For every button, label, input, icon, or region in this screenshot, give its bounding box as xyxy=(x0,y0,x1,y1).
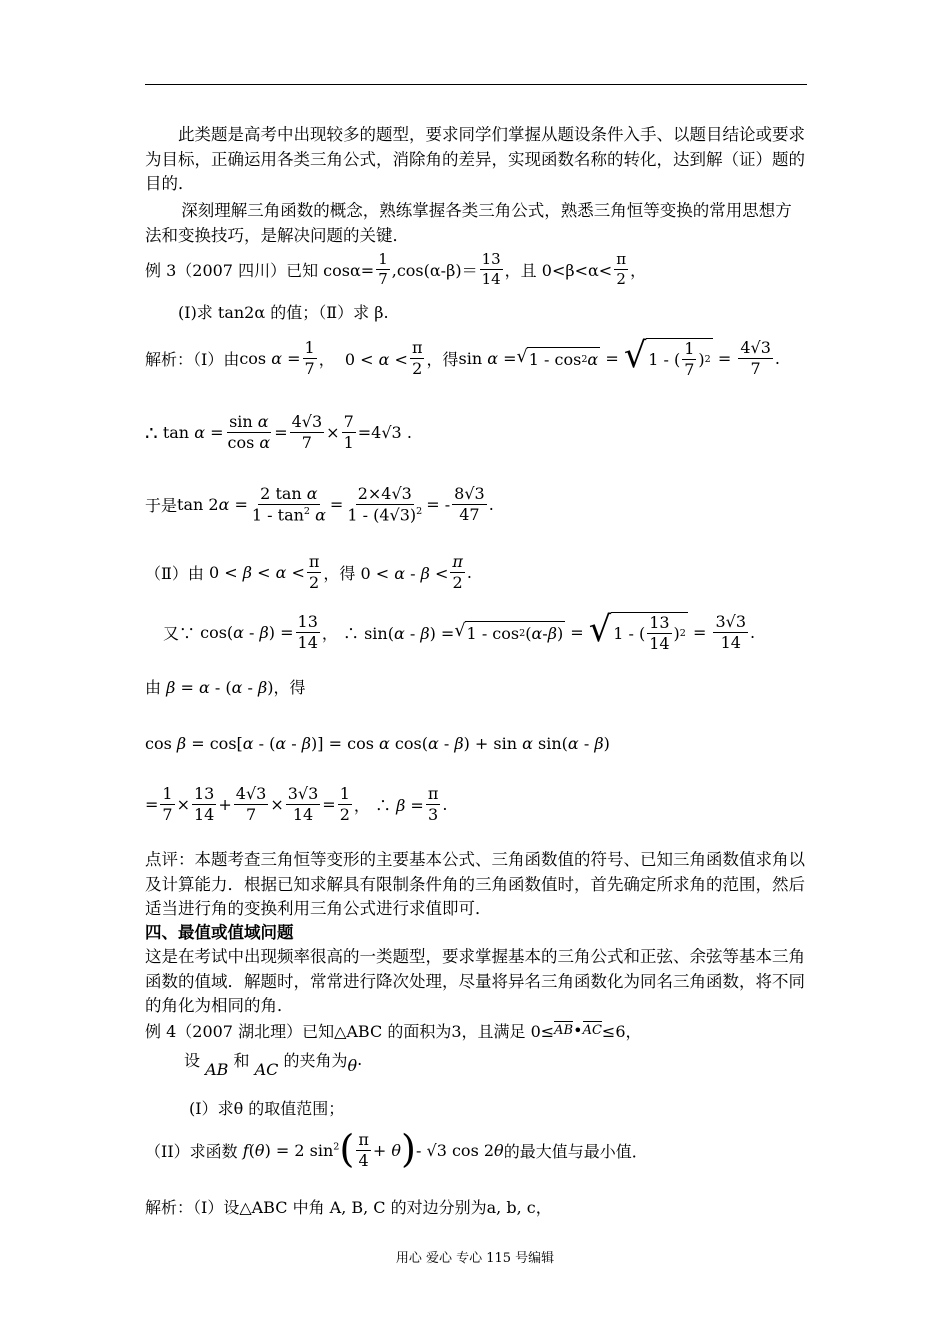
section-4-heading: 四、最值或值域问题 xyxy=(145,923,294,942)
solution-part-2-range: （Ⅱ）由 0 < β < α < $\frac{\pi}{2}$ ，得 0 < α - β < $\frac{\pi}{2}$ . xyxy=(145,552,472,592)
solution-line-tan: ∴ tan α = $\frac{\text{sin α}}{\text{cos α}}$ = $\frac{4√3}{7}$ × $\frac{7}{1}$ =4√3 . xyxy=(145,412,412,452)
solution-line-tan2a: 于是 tan 2α = $\frac{\text{2 tan α}}{1 - \tan^2 \alpha}$ = $\frac{2\times 4√3}{1 - (4√3)^2}$ = - $\frac{8√3}{47}$ . xyxy=(145,484,494,525)
page-footer: 用心 爱心 专心 115 号编辑 xyxy=(395,1251,555,1266)
solution-line-sin-diff: 又∵ cos(α - β) = $\frac{13}{14}$ ， ∴ sin(α - β) = √ 1 - cos 2 ( α - β ) = √ 1 - ( $\frac{13}{14}$ ) 2 = $\frac{3√3}{14}$ . xyxy=(163,609,756,653)
example-4-statement: 例 4（2007 湖北理）已知△ABC 的面积为3，且满足 0≤ AB • AC ≤6， xyxy=(145,1021,642,1041)
example-3-question: (Ⅰ)求 tan2α 的值；（Ⅱ）求 β. xyxy=(178,303,389,322)
solution-line-result: = $\frac{1}{7}$ × $\frac{13}{14}$ + $\frac{4√3}{7}$ × $\frac{3√3}{14}$ = $\frac{1}{2}$ ， ∴ β = $\frac{\pi}{3}$ . xyxy=(145,784,448,824)
example-4-angle-def: 设 AB 和 AC 的夹角为 θ . xyxy=(184,1050,363,1079)
example-3-statement: 例 3（2007 四川）已知 cosα= $\frac{1}{7}$ ,cos(α-β)＝ $\frac{13}{14}$ ，且 0<β<α< $\frac{\pi}{2}$ ， xyxy=(145,250,647,288)
solution-line-beta-decomp: 由 β = α - (α - β)，得 xyxy=(145,678,306,697)
solution-line-1: 解析：（Ⅰ）由 cos α = $\frac{1}{7}$ ， 0 < α < $\frac{\pi}{2}$ ，得 sin α = √ 1 - cos 2 α = √ 1 - ( $\frac{1}{7}$ ) 2 = $\frac{4√3}{7}$ . xyxy=(145,335,781,379)
header-rule xyxy=(145,84,807,85)
example-4-question-1: (I）求θ 的取值范围； xyxy=(189,1099,345,1118)
example-4-solution-start: 解析：（Ⅰ）设△ABC 中角 A, B, C 的对边分别为a, b, c， xyxy=(145,1198,552,1217)
intro-paragraph-2: 深刻理解三角函数的概念，熟练掌握各类三角公式，熟悉三角恒等变换的常用思想方法和变换技巧，是解决问题的关键． xyxy=(145,201,792,245)
example-3-comment: 点评：本题考查三角恒等变形的主要基本公式、三角函数值的符号、已知三角函数值求角以及计算能力．根据已知求解具有限制条件角的三角函数值时，首先确定所求角的范围，然后适当进行角的变换利用三角公式进行求值即可． xyxy=(145,850,805,918)
section-4-text: 这是在考试中出现频率很高的一类题型，要求掌握基本的三角公式和正弦、余弦等基本三角函数的值域．解题时，常常进行降次处理，尽量将异名三角函数化为同名三角函数，将不同的角化为相同的角． xyxy=(145,947,805,1015)
intro-paragraph-1: 此类题是高考中出现较多的题型，要求同学们掌握从题设条件入手、以题目结论或要求为目标，正确运用各类三角公式，消除角的差异，实现函数名称的转化，达到解（证）题的目的． xyxy=(145,125,805,193)
solution-line-cos-beta: cos β = cos[α - (α - β)] = cos α cos(α - β) + sin α sin(α - β) xyxy=(145,734,610,753)
example-4-question-2: （II）求函数 f(θ) = 2 $\sin^2$ ( $\frac{\pi}{4}$ + θ ) - √3 cos 2θ 的最大值与最小值． xyxy=(145,1127,648,1172)
